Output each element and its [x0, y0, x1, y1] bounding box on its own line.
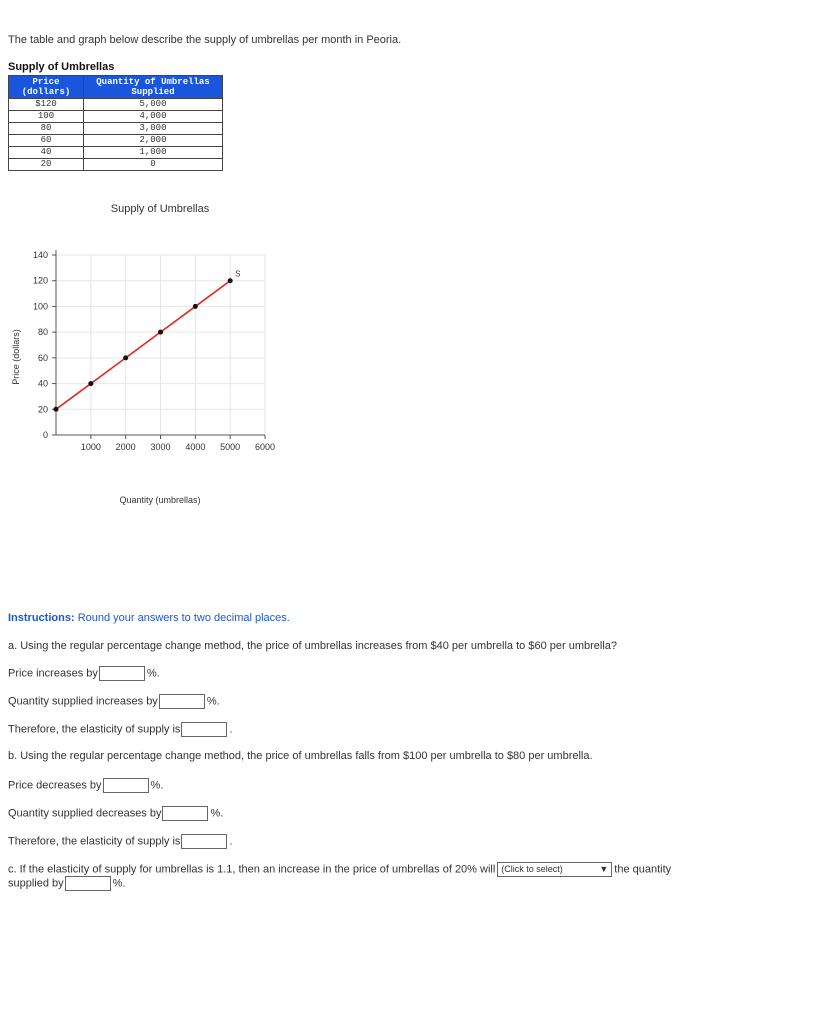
price-increase-input[interactable]	[99, 666, 145, 681]
y-tick-label: 40	[37, 378, 48, 389]
x-tick-label: 1000	[80, 442, 101, 452]
x-tick-label: 4000	[185, 442, 206, 452]
price-decrease-label: Price decreases by	[8, 779, 102, 792]
supply-curve	[56, 281, 230, 410]
quantity-decrease-input[interactable]	[162, 806, 208, 821]
quantity-increase-input[interactable]	[159, 694, 205, 709]
quantity-cell: 0	[84, 159, 223, 171]
question-a-elasticity-line	[8, 722, 232, 737]
question-a-quantity-line	[8, 694, 220, 709]
x-tick-label: 5000	[220, 442, 241, 452]
price-decrease-input[interactable]	[103, 778, 149, 793]
x-axis-label: Quantity (umbrellas)	[119, 495, 201, 505]
price-cell: 60	[9, 135, 84, 147]
quantity-decrease-label: Quantity supplied decreases by	[8, 807, 162, 820]
y-tick-label: 140	[32, 250, 48, 260]
y-tick-label: 0	[42, 430, 48, 440]
question-c-prompt: c. If the elasticity of supply for umbrellas is 1.1, then an increase in the price of umbrellas of 20% will	[8, 863, 496, 876]
table-row	[9, 111, 223, 123]
table-row	[9, 159, 223, 171]
table-row	[9, 135, 223, 147]
question-a-prompt: a. Using the regular percentage change method, the price of umbrellas increases from $40 per umbrella to $60 per umbrella?	[8, 640, 618, 652]
price-cell: 40	[9, 147, 84, 159]
quantity-cell: 5,000	[84, 99, 223, 111]
data-point	[123, 355, 128, 360]
question-b-prompt: b. Using the regular percentage change method, the price of umbrellas falls from $100 per umbrella to $80 per umbrella.	[8, 750, 593, 762]
quantity-increase-label: Quantity supplied increases by	[8, 695, 158, 708]
instructions-label: Instructions:	[8, 612, 75, 624]
percent-sign: %.	[112, 877, 126, 890]
x-tick-label: 6000	[254, 442, 276, 452]
series-label: S	[235, 269, 241, 279]
price-cell: $120	[9, 99, 84, 111]
data-point	[228, 278, 233, 283]
supply-table	[8, 75, 223, 171]
supply-chart	[0, 195, 320, 515]
supplied-change-input[interactable]	[65, 876, 111, 891]
data-point	[88, 381, 93, 386]
data-point	[193, 304, 198, 309]
period: .	[229, 723, 233, 736]
table-row	[9, 147, 223, 159]
question-b-quantity-line	[8, 806, 223, 821]
select-label: (Click to select)	[501, 864, 563, 874]
price-cell: 100	[9, 111, 84, 123]
x-tick-label: 3000	[150, 442, 171, 452]
question-a-price-line	[8, 666, 160, 681]
chevron-down-icon: ▼	[599, 864, 609, 874]
y-tick-label: 60	[37, 352, 48, 363]
table-row	[9, 99, 223, 111]
price-increase-label: Price increases by	[8, 667, 98, 680]
elasticity-a-label: Therefore, the elasticity of supply is	[8, 723, 181, 736]
data-point	[158, 330, 163, 335]
percent-sign: %.	[146, 667, 160, 680]
chart-title: Supply of Umbrellas	[110, 203, 210, 215]
direction-select[interactable]	[497, 862, 612, 877]
quantity-cell: 4,000	[84, 111, 223, 123]
y-tick-label: 120	[32, 275, 48, 286]
percent-sign: %.	[150, 779, 164, 792]
header-price: Price (dollars)	[9, 76, 84, 99]
question-b-elasticity-line	[8, 834, 232, 849]
elasticity-b-input[interactable]	[181, 834, 227, 849]
question-c-line1	[8, 862, 671, 877]
header-quantity: Quantity of Umbrellas Supplied	[84, 76, 223, 99]
chart-series	[54, 270, 241, 412]
quantity-cell: 1,000	[84, 147, 223, 159]
percent-sign: %.	[210, 807, 224, 820]
period: .	[229, 835, 233, 848]
question-c-end: the quantity	[614, 863, 672, 876]
y-axis-label: Price (dollars)	[11, 329, 21, 385]
elasticity-a-input[interactable]	[181, 722, 227, 737]
y-tick-label: 100	[32, 301, 48, 312]
question-c-line2	[8, 876, 126, 891]
data-point	[54, 407, 59, 412]
x-tick-label: 2000	[115, 442, 136, 452]
quantity-cell: 3,000	[84, 123, 223, 135]
instructions	[8, 612, 290, 624]
price-cell: 80	[9, 123, 84, 135]
y-tick-label: 80	[37, 327, 48, 338]
price-cell: 20	[9, 159, 84, 171]
percent-sign: %.	[206, 695, 220, 708]
y-tick-label: 20	[37, 404, 48, 415]
quantity-cell: 2,000	[84, 135, 223, 147]
instructions-text: Round your answers to two decimal places.	[77, 612, 290, 624]
intro-text: The table and graph below describe the supply of umbrellas per month in Peoria.	[8, 34, 402, 46]
table-row	[9, 123, 223, 135]
table-title: Supply of Umbrellas	[8, 61, 115, 73]
question-b-price-line	[8, 778, 163, 793]
supplied-by-label: supplied by	[8, 877, 64, 890]
chart-grid	[56, 255, 265, 435]
elasticity-b-label: Therefore, the elasticity of supply is	[8, 835, 181, 848]
